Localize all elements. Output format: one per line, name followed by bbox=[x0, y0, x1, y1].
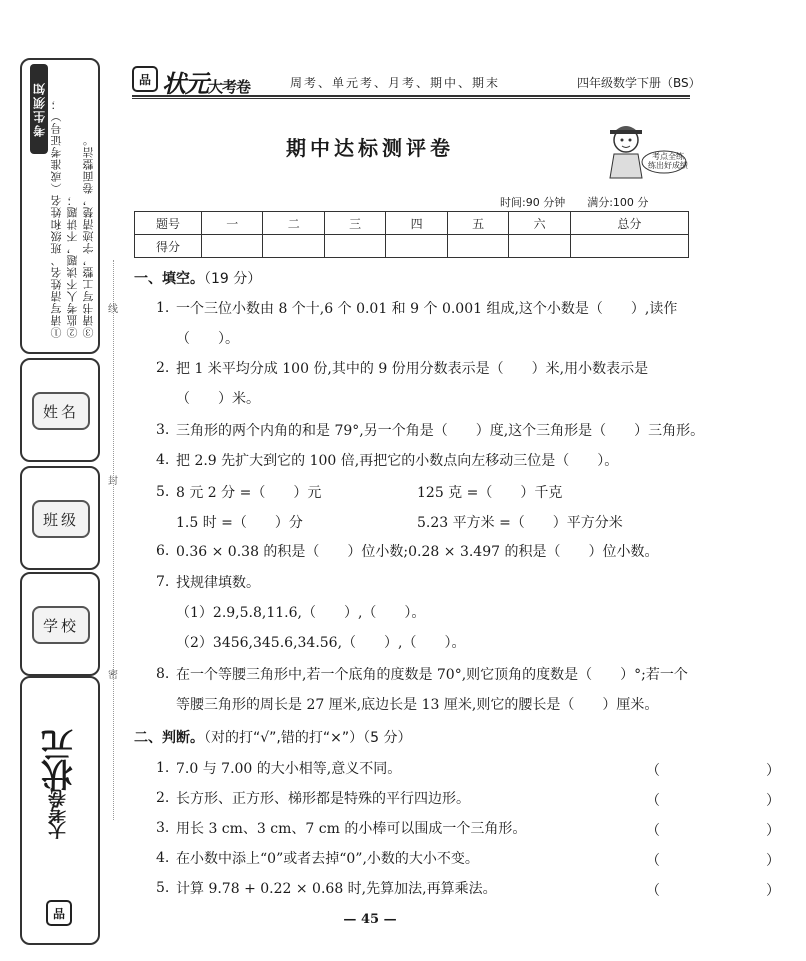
j1-number: 1. bbox=[156, 760, 170, 776]
q7-line-3: （2）3456,345.6,34.56,（ ）,（ ）。 bbox=[176, 635, 466, 651]
notice-title: 考生须知 bbox=[30, 64, 48, 154]
school-box[interactable] bbox=[20, 572, 100, 676]
header-brand-name bbox=[162, 64, 250, 99]
sidebar-brand-small: 大考卷 bbox=[48, 791, 69, 839]
q1-line-1: 一个三位小数由 8 个十,6 个 0.01 和 9 个 0.001 组成,这个小数是（ ）,读作 bbox=[176, 301, 678, 317]
section-1-heading bbox=[134, 268, 261, 288]
score-cell[interactable] bbox=[324, 235, 385, 258]
q7-number: 7. bbox=[156, 574, 170, 590]
score-col: 三 bbox=[324, 212, 385, 235]
q5-item-3: 1.5 时 =（ ）分 bbox=[176, 515, 303, 531]
score-col: 一 bbox=[202, 212, 263, 235]
section-2-heading bbox=[134, 727, 411, 747]
school-label: 学校 bbox=[32, 606, 90, 644]
section-1-title: 一、填空。 bbox=[134, 271, 204, 287]
j5-text: 计算 9.78 + 0.22 × 0.68 时,先算加法,再算乘法。 bbox=[176, 881, 497, 897]
q2-line-2: （ ）米。 bbox=[176, 391, 260, 407]
class-label: 班级 bbox=[32, 500, 90, 538]
mascot-icon bbox=[598, 118, 688, 180]
score-cell[interactable] bbox=[447, 235, 508, 258]
score-table-row-header bbox=[135, 212, 689, 235]
name-label: 姓名 bbox=[32, 392, 90, 430]
header-brand-main: 状元 bbox=[162, 70, 208, 98]
score-col: 总分 bbox=[570, 212, 688, 235]
sidebar-logo-icon: 品 bbox=[46, 900, 72, 926]
q6-text: 0.36 × 0.38 的积是（ ）位小数;0.28 × 3.497 的积是（ ）位小数。 bbox=[176, 544, 659, 560]
j1-answer-paren[interactable]: （ ） bbox=[646, 763, 806, 779]
mascot-text: 考点全练 练出好成绩 bbox=[648, 152, 688, 170]
cut-mark-secret: 密 bbox=[108, 670, 118, 681]
sidebar-brand-box bbox=[20, 676, 100, 945]
header-tagline: 周考、单元考、月考、期中、期末 bbox=[290, 76, 501, 90]
notice-line-3: ③请书写工整，字迹清楚，卷面整洁。 bbox=[82, 134, 95, 338]
q5-item-2: 125 克 =（ ）千克 bbox=[417, 485, 563, 501]
q8-line-1: 在一个等腰三角形中,若一个底角的度数是 70°,则它顶角的度数是（ ）°;若一个 bbox=[176, 667, 688, 683]
section-1-points: （19 分） bbox=[204, 271, 262, 287]
q2-number: 2. bbox=[156, 360, 170, 376]
j2-number: 2. bbox=[156, 790, 170, 806]
j3-text: 用长 3 cm、3 cm、7 cm 的小棒可以围成一个三角形。 bbox=[176, 821, 527, 837]
section-2-points: （对的打“√”,错的打“×”）（5 分） bbox=[204, 730, 412, 746]
header-logo-icon: 品 bbox=[132, 66, 158, 92]
score-col: 五 bbox=[447, 212, 508, 235]
binding-dotted-line bbox=[113, 260, 114, 820]
binding-strip bbox=[20, 58, 100, 943]
class-box[interactable] bbox=[20, 466, 100, 570]
page-title: 期中达标测评卷 bbox=[286, 136, 454, 160]
page-number: — 45 — bbox=[343, 912, 397, 927]
time-info: 时间:90 分钟 满分:100 分 bbox=[500, 196, 649, 209]
j3-answer-paren[interactable]: （ ） bbox=[646, 823, 806, 839]
header-brand-small: 大考卷 bbox=[208, 78, 251, 96]
q4-text: 把 2.9 先扩大到它的 100 倍,再把它的小数点向左移动三位是（ ）。 bbox=[176, 453, 619, 469]
notice-line-1: ①请写清姓名、班级和姓名（或准考证号）； bbox=[50, 98, 63, 338]
j2-text: 长方形、正方形、梯形都是特殊的平行四边形。 bbox=[176, 791, 470, 807]
j3-number: 3. bbox=[156, 820, 170, 836]
score-table bbox=[134, 211, 689, 258]
score-table-row-score bbox=[135, 235, 689, 258]
score-cell[interactable] bbox=[202, 235, 263, 258]
q3-number: 3. bbox=[156, 422, 170, 438]
score-row-label: 得分 bbox=[135, 235, 202, 258]
q7-line-1: 找规律填数。 bbox=[176, 575, 260, 591]
j1-text: 7.0 与 7.00 的大小相等,意义不同。 bbox=[176, 761, 402, 777]
q1-number: 1. bbox=[156, 300, 170, 316]
header-rule bbox=[132, 95, 690, 97]
q5-number: 5. bbox=[156, 484, 170, 500]
score-cell[interactable] bbox=[509, 235, 570, 258]
score-cell[interactable] bbox=[570, 235, 688, 258]
header-rule-thin bbox=[132, 98, 690, 99]
sidebar-brand bbox=[36, 690, 76, 880]
score-col: 六 bbox=[509, 212, 570, 235]
q2-line-1: 把 1 米平均分成 100 份,其中的 9 份用分数表示是（ ）米,用小数表示是 bbox=[176, 361, 649, 377]
cut-mark-line: 线 bbox=[108, 304, 118, 315]
score-col: 四 bbox=[386, 212, 447, 235]
q1-line-2: （ ）。 bbox=[176, 331, 239, 347]
q3-text: 三角形的两个内角的和是 79°,另一个角是（ ）度,这个三角形是（ ）三角形。 bbox=[176, 423, 705, 439]
sidebar-brand-main: 状元 bbox=[40, 731, 78, 791]
q7-line-2: （1）2.9,5.8,11.6,（ ）,（ ）。 bbox=[176, 605, 426, 621]
q8-number: 8. bbox=[156, 666, 170, 682]
q6-number: 6. bbox=[156, 543, 170, 559]
j5-answer-paren[interactable]: （ ） bbox=[646, 883, 806, 899]
j4-text: 在小数中添上“0”或者去掉“0”,小数的大小不变。 bbox=[176, 851, 479, 867]
j5-number: 5. bbox=[156, 880, 170, 896]
score-cell[interactable] bbox=[386, 235, 447, 258]
q8-line-2: 等腰三角形的周长是 27 厘米,底边长是 13 厘米,则它的腰长是（ ）厘米。 bbox=[176, 697, 659, 713]
j4-number: 4. bbox=[156, 850, 170, 866]
cut-mark-seal: 封 bbox=[108, 476, 118, 487]
q4-number: 4. bbox=[156, 452, 170, 468]
score-col: 二 bbox=[263, 212, 324, 235]
score-table-label: 题号 bbox=[135, 212, 202, 235]
header-grade: 四年级数学下册（BS） bbox=[577, 76, 701, 90]
score-cell[interactable] bbox=[263, 235, 324, 258]
q5-item-1: 8 元 2 分 =（ ）元 bbox=[176, 485, 322, 501]
q5-item-4: 5.23 平方米 =（ ）平方分米 bbox=[417, 515, 623, 531]
name-box[interactable] bbox=[20, 358, 100, 462]
notice-line-2: ②监考人不读题，不讲题； bbox=[66, 194, 79, 338]
notice-box bbox=[20, 58, 100, 354]
j2-answer-paren[interactable]: （ ） bbox=[646, 793, 806, 809]
section-2-title: 二、判断。 bbox=[134, 730, 204, 746]
j4-answer-paren[interactable]: （ ） bbox=[646, 853, 806, 869]
